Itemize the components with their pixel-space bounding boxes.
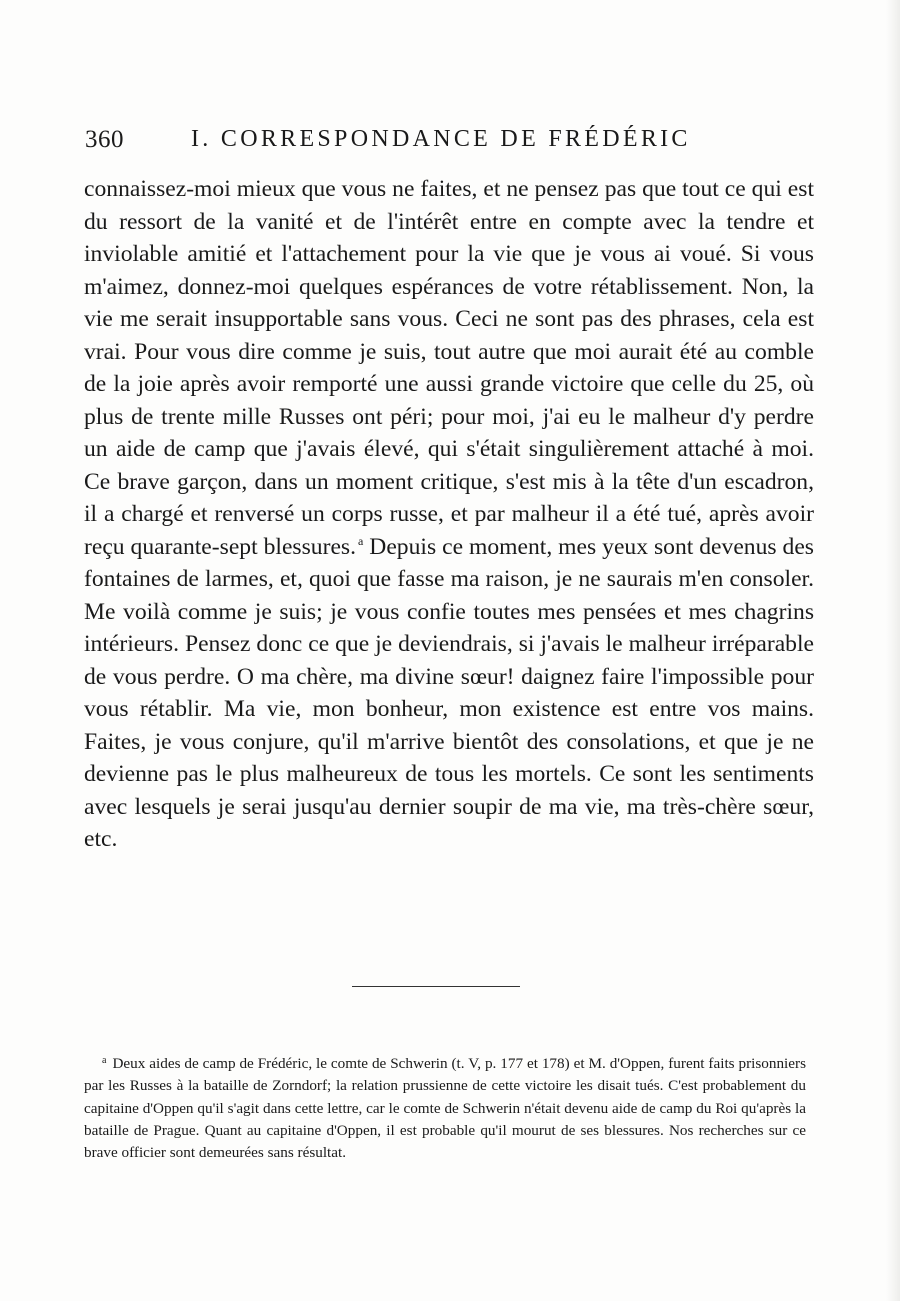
- letter-body: [84, 173, 814, 856]
- letter-text-part-2: Depuis ce moment, mes yeux sont devenus des fontaines de larmes, et, quoi que fasse ma raison, je ne saurais m'en consoler. Me voilà comme je suis; je vous confie toutes mes pensées et mes chagrins intérieurs. Pensez donc ce que je deviendrais, si j'avais le malheur irréparable de vous perdre. O ma chère, ma divine sœur! daignez faire l'impossible pour vous rétablir. Ma vie, mon bonheur, mon existence est entre vos mains. Faites, je vous conjure, qu'il m'arrive bientôt des consolations, et que je ne devienne pas le plus malheureux de tous les mortels. Ce sont les sentiments avec lesquels je serai jusqu'au dernier soupir de ma vie, ma très-chère sœur, etc.: [84, 533, 814, 852]
- footnote: [84, 1050, 806, 1164]
- letter-text-part-1: connaissez-moi mieux que vous ne faites, et ne pensez pas que tout ce qui est du ressort de la vanité et de l'intérêt entre en compte avec la tendre et inviolable amitié et l'attachement pour la vie que je vous ai voué. Si vous m'aimez, donnez-moi quelques espérances de votre rétablissement. Non, la vie me serait insupportable sans vous. Ceci ne sont pas des phrases, cela est vrai. Pour vous dire comme je suis, tout autre que moi aurait été au comble de la joie après avoir remporté une aussi grande victoire que celle du 25, où plus de trente mille Russes ont péri; pour moi, j'ai eu le malheur d'y perdre un aide de camp que j'avais élevé, qui s'était singulièrement attaché à moi. Ce brave garçon, dans un moment critique, s'est mis à la tête d'un escadron, il a chargé et renversé un corps russe, et par malheur il a été tué, après avoir reçu quarante-sept blessures.: [84, 176, 814, 560]
- footnote-separator: [352, 986, 520, 987]
- page-edge-shadow: [886, 0, 900, 1301]
- page-header: [85, 126, 825, 160]
- footnote-marker: a: [102, 1055, 107, 1066]
- page-number: 360: [85, 126, 124, 153]
- running-title: I. CORRESPONDANCE DE FRÉDÉRIC: [191, 126, 691, 152]
- footnote-text: Deux aides de camp de Frédéric, le comte de Schwerin (t. V, p. 177 et 178) et M. d'Oppen, furent faits prisonniers par les Russes à la bataille de Zorndorf; la relation prussienne de cette victoire les disait tués. C'est probablement du capitaine d'Oppen qu'il s'agit dans cette lettre, car le comte de Schwerin n'était devenu aide de camp du Roi qu'après la bataille de Prague. Quant au capitaine d'Oppen, il est probable qu'il mourut de ses blessures. Nos recherches sur ce brave officier sont demeurées sans résultat.: [84, 1055, 806, 1162]
- footnote-reference: a: [358, 533, 364, 548]
